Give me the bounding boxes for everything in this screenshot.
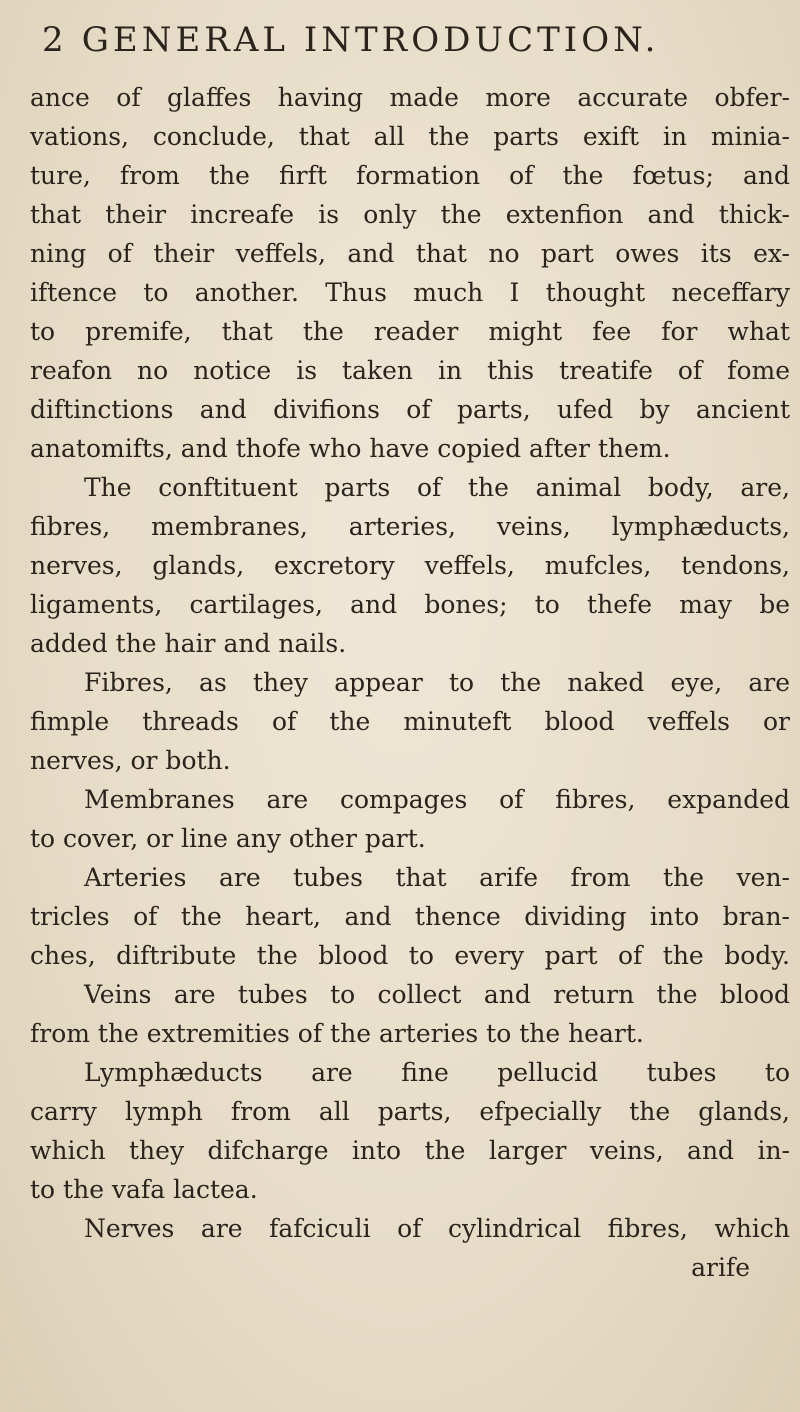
running-head: GENERAL INTRODUCTION. [81,20,660,60]
text-line: Fibres, as they appear to the naked eye, are [84,668,790,697]
page-header [42,20,782,76]
text-line: vations, conclude, that all the parts exift in minia- [30,122,790,151]
text-line: iftence to another. Thus much I thought neceffary [30,278,790,307]
text-line: ches, diftribute the blood to every part of the body. [30,941,790,970]
text-line: to premife, that the reader might fee for what [30,317,790,346]
text-line: Nerves are fafciculi of cylindrical fibres, which [84,1214,790,1243]
text-line: reafon no notice is taken in this treatife of fome [30,356,790,385]
text-line: fimple threads of the minuteft blood veffels or [30,707,790,736]
text-line: tricles of the heart, and thence dividing into bran- [30,902,790,931]
text-line: nerves, or both. [30,746,231,775]
text-line: carry lymph from all parts, efpecially the glands, [30,1097,790,1126]
text-line: which they difcharge into the larger veins, and in- [30,1136,790,1165]
text-line: diftinctions and divifions of parts, ufed by ancient [30,395,790,424]
text-line: ligaments, cartilages, and bones; to thefe may be [30,590,790,619]
text-line: ture, from the firft formation of the fœtus; and [30,161,790,190]
text-line: Lymphæducts are fine pellucid tubes to [84,1058,790,1087]
text-line: Membranes are compages of fibres, expanded [84,785,790,814]
text-line: Veins are tubes to collect and return the blood [84,980,790,1009]
text-line: to the vafa lactea. [30,1175,258,1204]
text-line: Arteries are tubes that arife from the ven- [84,863,790,892]
text-line: nerves, glands, excretory veffels, mufcles, tendons, [30,551,790,580]
text-line: to cover, or line any other part. [30,824,426,853]
text-line: anatomifts, and thofe who have copied after them. [30,434,671,463]
text-line: ning of their veffels, and that no part owes its ex- [30,239,790,268]
page-number: 2 [42,20,65,60]
text-line: ance of glaffes having made more accurate obfer- [30,83,790,112]
text-line: from the extremities of the arteries to the heart. [30,1019,644,1048]
text-line: that their increafe is only the extenfion and thick- [30,200,790,229]
body-text [30,78,790,1287]
text-line: added the hair and nails. [30,629,347,658]
catchword: arife [691,1253,750,1282]
text-line: The conftituent parts of the animal body, are, [84,473,790,502]
text-line: fibres, membranes, arteries, veins, lymphæducts, [30,512,790,541]
